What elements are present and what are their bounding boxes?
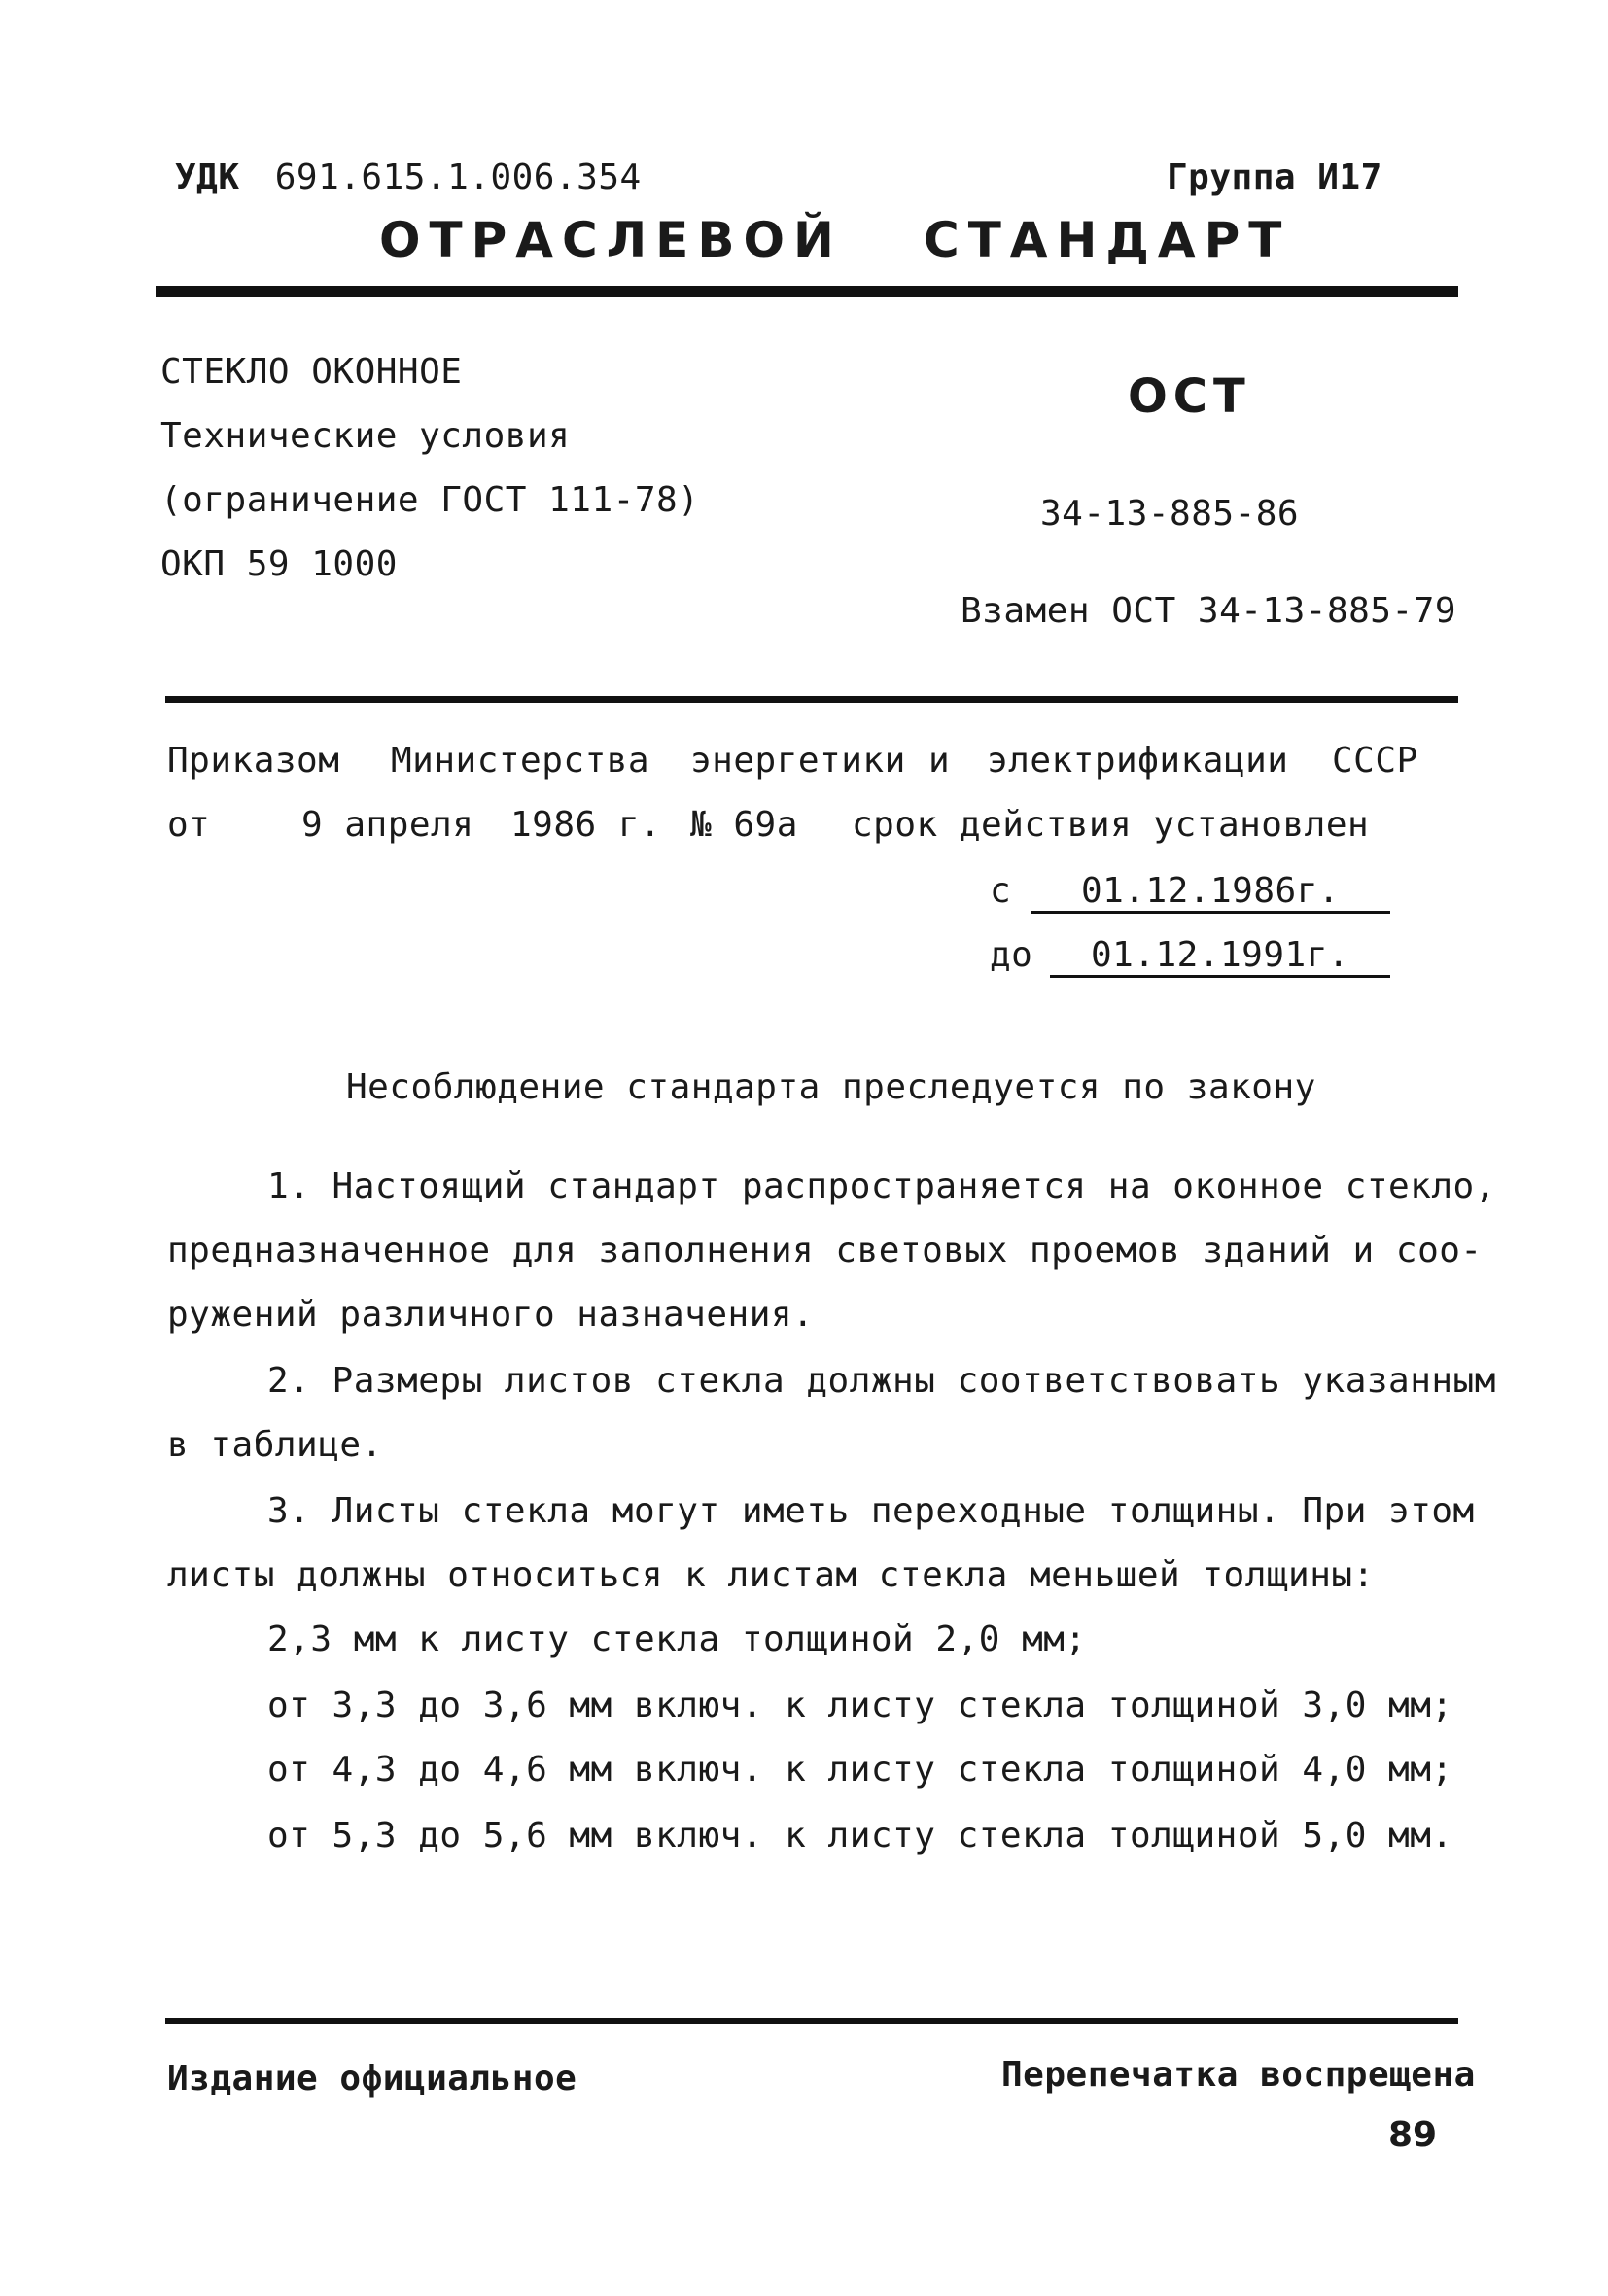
valid-from-date: 01.12.1986г. — [1031, 871, 1390, 914]
order-word-1: Приказом — [167, 741, 340, 781]
paragraph-1-line-3: ружений различного назначения. — [167, 1295, 815, 1335]
list-item: 2,3 мм к листу стекла толщиной 2,0 мм; — [267, 1619, 1087, 1659]
banner-right: СТАНДАРТ — [924, 212, 1291, 268]
paragraph-1-line-1: 1. Настоящий стандарт распространяется на оконное стекло, — [267, 1166, 1496, 1206]
paragraph-3-line-1: 3. Листы стекла могут иметь переходные толщины. При этом — [267, 1491, 1475, 1531]
ost-number: 34-13-885-86 — [1040, 494, 1300, 534]
paragraph-2-line-2: в таблице. — [167, 1425, 383, 1465]
reprint-note: Перепечатка воспрещена — [1001, 2055, 1476, 2095]
udk-label: УДК — [175, 157, 240, 197]
page-number: 89 — [1388, 2115, 1438, 2155]
order-word-2: Министерства — [391, 741, 650, 781]
replaces-line: Взамен ОСТ 34-13-885-79 — [961, 591, 1456, 631]
gost-restriction: (ограничение ГОСТ 111-78) — [160, 480, 700, 520]
valid-to-date: 01.12.1991г. — [1050, 935, 1390, 978]
paragraph-1-line-2: предназначенное для заполнения световых проемов зданий и соо- — [167, 1231, 1483, 1270]
validity-text: срок действия установлен — [852, 805, 1370, 845]
edition-note: Издание официальное — [167, 2059, 577, 2099]
order-year: 1986 г. — [510, 805, 662, 845]
product-title: СТЕКЛО ОКОННОЕ — [160, 352, 463, 392]
legal-warning: Несоблюдение стандарта преследуется по закону — [346, 1067, 1316, 1107]
order-word-4: и — [928, 741, 951, 781]
title-rule — [165, 696, 1458, 703]
list-item: от 5,3 до 5,6 мм включ. к листу стекла толщиной 5,0 мм. — [267, 1816, 1453, 1856]
paragraph-3-line-2: листы должны относиться к листам стекла меньшей толщины: — [167, 1555, 1375, 1595]
order-from-word: от — [167, 805, 211, 845]
group-code: Группа И17 — [1167, 157, 1382, 197]
document-type: Технические условия — [160, 416, 571, 456]
order-word-5: электрификации — [987, 741, 1289, 781]
footer-rule — [165, 2018, 1458, 2024]
header-rule — [156, 286, 1458, 297]
valid-to-label: до — [990, 935, 1033, 975]
list-item: от 3,3 до 3,6 мм включ. к листу стекла толщиной 3,0 мм; — [267, 1686, 1453, 1725]
order-date: 9 апреля — [301, 805, 474, 845]
order-word-3: энергетики — [690, 741, 906, 781]
okp-code: ОКП 59 1000 — [160, 544, 398, 584]
banner-left: ОТРАСЛЕВОЙ — [379, 212, 843, 268]
list-item: от 4,3 до 4,6 мм включ. к листу стекла толщиной 4,0 мм; — [267, 1750, 1453, 1790]
paragraph-2-line-1: 2. Размеры листов стекла должны соответствовать указанным — [267, 1361, 1496, 1401]
valid-from-label: с — [990, 871, 1012, 911]
ost-label: ОСТ — [1128, 369, 1251, 424]
order-word-6: СССР — [1332, 741, 1418, 781]
udk-value: 691.615.1.006.354 — [274, 157, 642, 197]
order-number: № 69а — [690, 805, 798, 845]
udk-line — [175, 157, 642, 197]
